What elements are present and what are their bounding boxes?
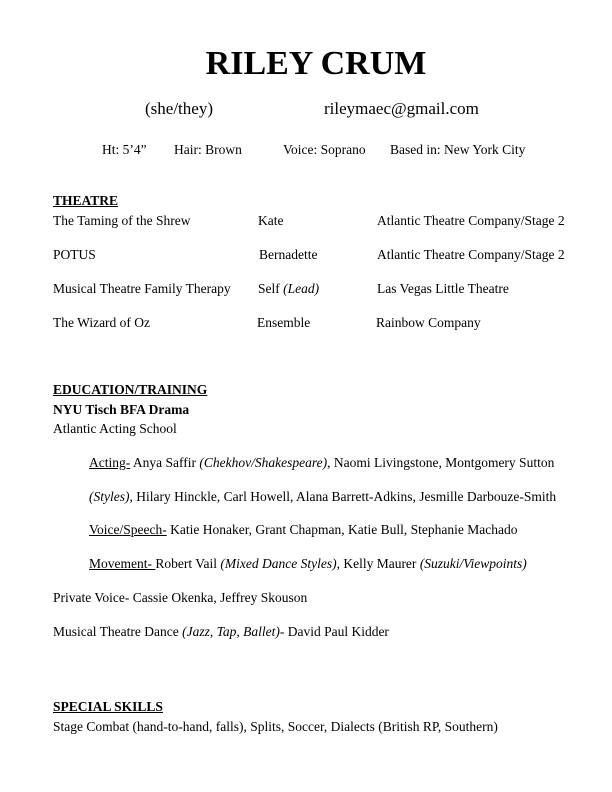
movement-text: Robert Vail [155, 556, 221, 571]
movement-style-note: (Mixed Dance Styles) [220, 556, 337, 571]
acting-text: Anya Saffir [130, 455, 200, 470]
credit-company: Rainbow Company [376, 315, 481, 330]
credit-company: Las Vegas Little Theatre [377, 281, 509, 296]
credit-show: The Wizard of Oz [53, 315, 151, 330]
pronouns: (she/they) [145, 99, 213, 118]
dance-text: - David Paul Kidder [279, 624, 389, 639]
acting-training-line [89, 456, 554, 470]
movement-training-line [89, 557, 527, 571]
movement-label: Movement- [89, 556, 156, 571]
voice-stat: Voice: Soprano [283, 142, 366, 157]
credit-role: Ensemble [257, 315, 311, 330]
voice-text: Katie Honaker, Grant Chapman, Katie Bull, Stephanie Machado [166, 522, 518, 537]
acting-training-line-2 [89, 490, 556, 504]
dance-text: Musical Theatre Dance [53, 624, 183, 639]
private-voice: Private Voice- Cassie Okenka, Jeffrey Skouson [53, 590, 308, 605]
height-stat: Ht: 5’4” [102, 142, 147, 157]
voice-training-line [89, 523, 517, 537]
credit-show: POTUS [53, 247, 96, 262]
movement-style-note: (Suzuki/Viewpoints) [419, 556, 527, 571]
skills-text: Stage Combat (hand-to-hand, falls), Splits, Soccer, Dialects (British RP, Southern) [53, 719, 498, 734]
hair-stat: Hair: Brown [174, 142, 242, 157]
credit-company: Atlantic Theatre Company/Stage 2 [377, 213, 565, 228]
credit-show: Musical Theatre Family Therapy [53, 281, 231, 296]
acting-style-note: (Chekhov/Shakespeare) [199, 455, 328, 470]
dance-style-note: (Jazz, Tap, Ballet) [182, 624, 280, 639]
movement-text: , Kelly Maurer [336, 556, 420, 571]
dance-training-line [53, 625, 389, 639]
skills-heading: SPECIAL SKILLS [53, 699, 163, 714]
credit-role: Kate [258, 213, 284, 228]
credit-role: Bernadette [259, 247, 318, 262]
acting-text: , Hilary Hinckle, Carl Howell, Alana Barrett-Adkins, Jesmille Darbouze-Smith [129, 489, 557, 504]
studio: Atlantic Acting School [53, 421, 177, 436]
school: NYU Tisch BFA Drama [53, 402, 190, 417]
education-heading: EDUCATION/TRAINING [53, 382, 208, 397]
acting-style-note: (Styles) [89, 489, 130, 504]
credit-role-name: Self [258, 281, 284, 296]
resume-name: RILEY CRUM [205, 45, 427, 82]
location-stat: Based in: New York City [390, 142, 526, 157]
theatre-heading: THEATRE [53, 193, 119, 208]
credit-show: The Taming of the Shrew [53, 213, 191, 228]
acting-label: Acting- [89, 455, 131, 470]
email: rileymaec@gmail.com [324, 99, 479, 118]
credit-role-note: (Lead) [283, 281, 320, 296]
credit-role [258, 282, 319, 296]
acting-text: , Naomi Livingstone, Montgomery Sutton [327, 455, 555, 470]
voice-label: Voice/Speech- [89, 522, 167, 537]
credit-company: Atlantic Theatre Company/Stage 2 [377, 247, 565, 262]
